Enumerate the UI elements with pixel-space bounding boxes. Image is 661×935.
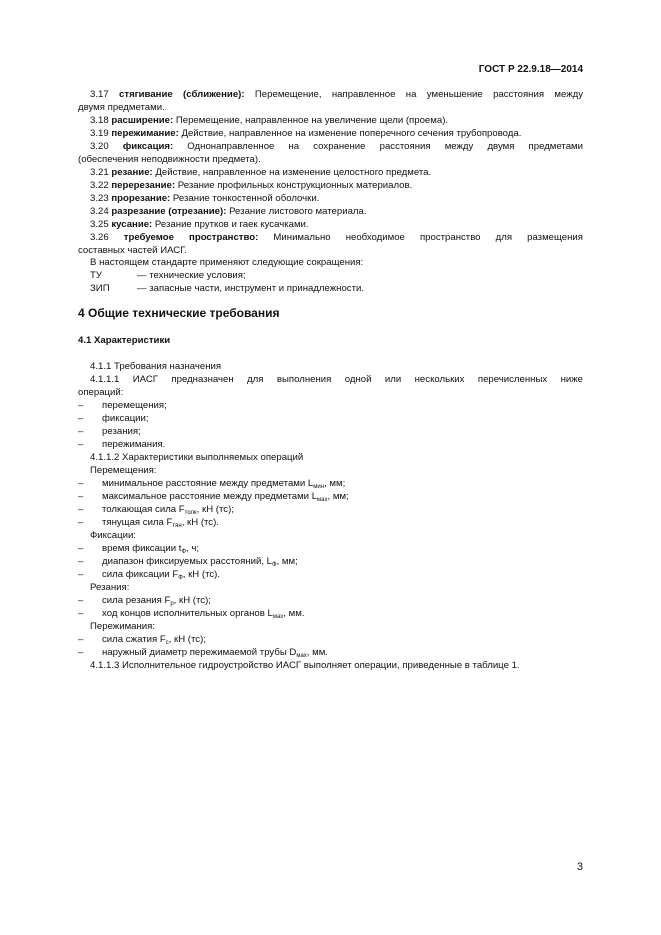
definition-number: 3.18 — [90, 115, 112, 126]
definition-item — [78, 140, 583, 166]
abbreviations-intro: В настоящем стандарте применяют следующие сокращения: — [90, 257, 364, 268]
definition-term: прорезание: — [111, 193, 171, 204]
group-title: Пережимания: — [90, 621, 156, 632]
item-text: ход концов исполнительных органов $L_{мах}$, мм. — [102, 608, 305, 620]
dash-marker: – — [78, 595, 84, 606]
paragraph-4-1-1-2: 4.1.1.2 Характеристики выполняемых операций — [90, 452, 304, 463]
definition-continuation: (обеспечения неподвижности предмета). — [78, 154, 261, 165]
abbreviation-row — [78, 269, 583, 282]
definition-item — [78, 192, 583, 205]
abbreviation-value: — запасные части, инструмент и принадлежности. — [137, 283, 365, 294]
subscript: мин — [313, 484, 325, 490]
document-id: ГОСТ Р 22.9.18—2014 — [478, 64, 583, 75]
definition-number: 3.25 — [90, 219, 112, 230]
definition-text: Резание тонкостенной оболочки. — [170, 193, 320, 204]
definition-number: 3.19 — [90, 128, 112, 139]
characteristic-item — [78, 568, 583, 581]
subscript: мах — [317, 497, 328, 503]
item-text: тянущая сила $F_{тян}$, кН (тс). — [102, 517, 219, 529]
paragraph-4-1-1: 4.1.1 Требования назначения — [90, 361, 222, 372]
subscript: р — [170, 601, 174, 607]
operation-item — [78, 438, 583, 451]
document-page — [78, 0, 583, 935]
characteristic-item — [78, 555, 583, 568]
subscript: мах — [296, 653, 307, 659]
definition-line — [78, 218, 583, 231]
abbreviation-key: ТУ — [90, 270, 102, 281]
definition-text: Минимально необходимое пространство для размещения — [258, 232, 583, 243]
definition-number: 3.17 — [90, 89, 120, 100]
definition-item — [78, 127, 583, 140]
item-text: минимальное расстояние между предметами $L_{мин}$, мм; — [102, 478, 346, 490]
definition-item — [78, 114, 583, 127]
definition-term: требуемое пространство: — [123, 232, 259, 243]
group-title: Фиксации: — [90, 530, 136, 541]
abbreviation-row — [78, 282, 583, 295]
definition-text: Резание прутков и гаек кусачками. — [152, 219, 309, 230]
definition-term: разрезание (отрезание): — [111, 206, 227, 217]
item-text: сила сжатия $F_с$, кН (тс); — [102, 634, 206, 646]
group-title: Резания: — [90, 582, 130, 593]
item-text: диапазон фиксируемых расстояний, $L_Ф$, мм; — [102, 556, 298, 568]
definition-line — [78, 127, 583, 140]
definition-number: 3.23 — [90, 193, 112, 204]
definition-item — [78, 179, 583, 192]
operation-item — [78, 399, 583, 412]
definition-term: резание: — [111, 167, 153, 178]
characteristic-item — [78, 503, 583, 516]
characteristic-item — [78, 633, 583, 646]
definition-text: Резание профильных конструкционных материалов. — [175, 180, 413, 191]
definition-term: стягивание (сближение): — [119, 89, 245, 100]
definition-line — [78, 179, 583, 192]
dash-marker: – — [78, 491, 84, 502]
characteristic-item — [78, 646, 583, 659]
subscript: Ф — [181, 549, 187, 555]
definition-term: расширение: — [111, 115, 174, 126]
item-text: пережимания. — [102, 439, 166, 450]
dash-marker: – — [78, 556, 84, 567]
paragraph-4-1-1-3: 4.1.1.3 Исполнительное гидроустройство ИАСГ выполняет операции, приведенные в таблице 1. — [90, 660, 520, 671]
dash-marker: – — [78, 504, 84, 515]
item-text: резания; — [102, 426, 141, 437]
characteristic-item — [78, 477, 583, 490]
definition-continuation: составных частей ИАСГ. — [78, 245, 187, 256]
subscript: с — [165, 640, 169, 646]
definition-line — [78, 231, 583, 244]
characteristic-item — [78, 516, 583, 529]
item-text: максимальное расстояние между предметами $L_{мах}$, мм; — [102, 491, 349, 503]
operation-item — [78, 412, 583, 425]
definition-line — [78, 88, 583, 101]
definition-item — [78, 205, 583, 218]
page-number: 3 — [576, 861, 583, 873]
subscript: Ф — [272, 562, 277, 568]
item-text: наружный диаметр пережимаемой трубы $D_{мах}$, мм. — [102, 647, 328, 659]
dash-marker: – — [78, 608, 84, 619]
definition-text: Однонаправленное на сохранение расстояния между двумя предметами — [173, 141, 583, 152]
paragraph-4-1-1-1: 4.1.1.1 ИАСГ предназначен для выполнения одной или нескольких перечисленных ниже — [90, 374, 583, 385]
definition-text: Действие, направленное на изменение поперечного сечения трубопровода. — [178, 128, 522, 139]
subscript: тян — [172, 523, 182, 529]
characteristic-item — [78, 607, 583, 620]
abbreviations-block — [78, 256, 583, 295]
paragraph-continuation: операций: — [78, 387, 124, 398]
definition-number: 3.24 — [90, 206, 112, 217]
operation-item — [78, 425, 583, 438]
definition-term: перерезание: — [111, 180, 176, 191]
definition-term: кусание: — [111, 219, 153, 230]
subscript: мах — [272, 614, 284, 620]
definition-text: Перемещение, направленное на уменьшение расстояния между — [244, 89, 584, 100]
subsection-title: 4.1 Характеристики — [78, 335, 171, 346]
definition-continuation: двумя предметами. — [78, 102, 165, 113]
subscript: толк — [184, 510, 197, 516]
dash-marker: – — [78, 400, 84, 411]
characteristic-item — [78, 542, 583, 555]
definition-line — [78, 140, 583, 153]
definition-text: Резание листового материала. — [226, 206, 367, 217]
abbreviation-value: — технические условия; — [137, 270, 246, 281]
item-text: толкающая сила $F_{толк}$, кН (тс); — [102, 504, 234, 516]
dash-marker: – — [78, 517, 84, 528]
definition-number: 3.20 — [90, 141, 123, 152]
definition-number: 3.22 — [90, 180, 112, 191]
dash-marker: – — [78, 647, 84, 658]
characteristic-item — [78, 594, 583, 607]
requirements-body — [78, 360, 583, 672]
group-title: Перемещения: — [90, 465, 157, 476]
subscript: Ф — [178, 575, 183, 581]
definition-line — [78, 114, 583, 127]
definition-text: Перемещение, направленное на увеличение щели (проема). — [173, 115, 449, 126]
dash-marker: – — [78, 543, 84, 554]
definition-item — [78, 88, 583, 114]
definition-line — [78, 166, 583, 179]
definitions-list — [78, 88, 583, 257]
item-text: сила резания $F_р$, кН (тс); — [102, 595, 211, 607]
dash-marker: – — [78, 569, 84, 580]
definition-line — [78, 205, 583, 218]
definition-term: фиксация: — [122, 141, 174, 152]
dash-marker: – — [78, 634, 84, 645]
dash-marker: – — [78, 413, 84, 424]
item-text: фиксации; — [102, 413, 149, 424]
item-text: перемещения; — [102, 400, 167, 411]
dash-marker: – — [78, 478, 84, 489]
definition-item — [78, 218, 583, 231]
definition-item — [78, 231, 583, 257]
item-text: время фиксации $t_Ф$, ч; — [102, 543, 200, 555]
definition-number: 3.26 — [90, 232, 124, 243]
definition-number: 3.21 — [90, 167, 112, 178]
definition-item — [78, 166, 583, 179]
item-text: сила фиксации $F_Ф$, кН (тс). — [102, 569, 221, 581]
characteristic-item — [78, 490, 583, 503]
dash-marker: – — [78, 426, 84, 437]
section-title: 4 Общие технические требования — [78, 306, 280, 320]
definition-line — [78, 192, 583, 205]
definition-term: пережимание: — [111, 128, 179, 139]
abbreviation-key: ЗИП — [90, 283, 110, 294]
dash-marker: – — [78, 439, 84, 450]
definition-text: Действие, направленное на изменение целостного предмета. — [152, 167, 432, 178]
